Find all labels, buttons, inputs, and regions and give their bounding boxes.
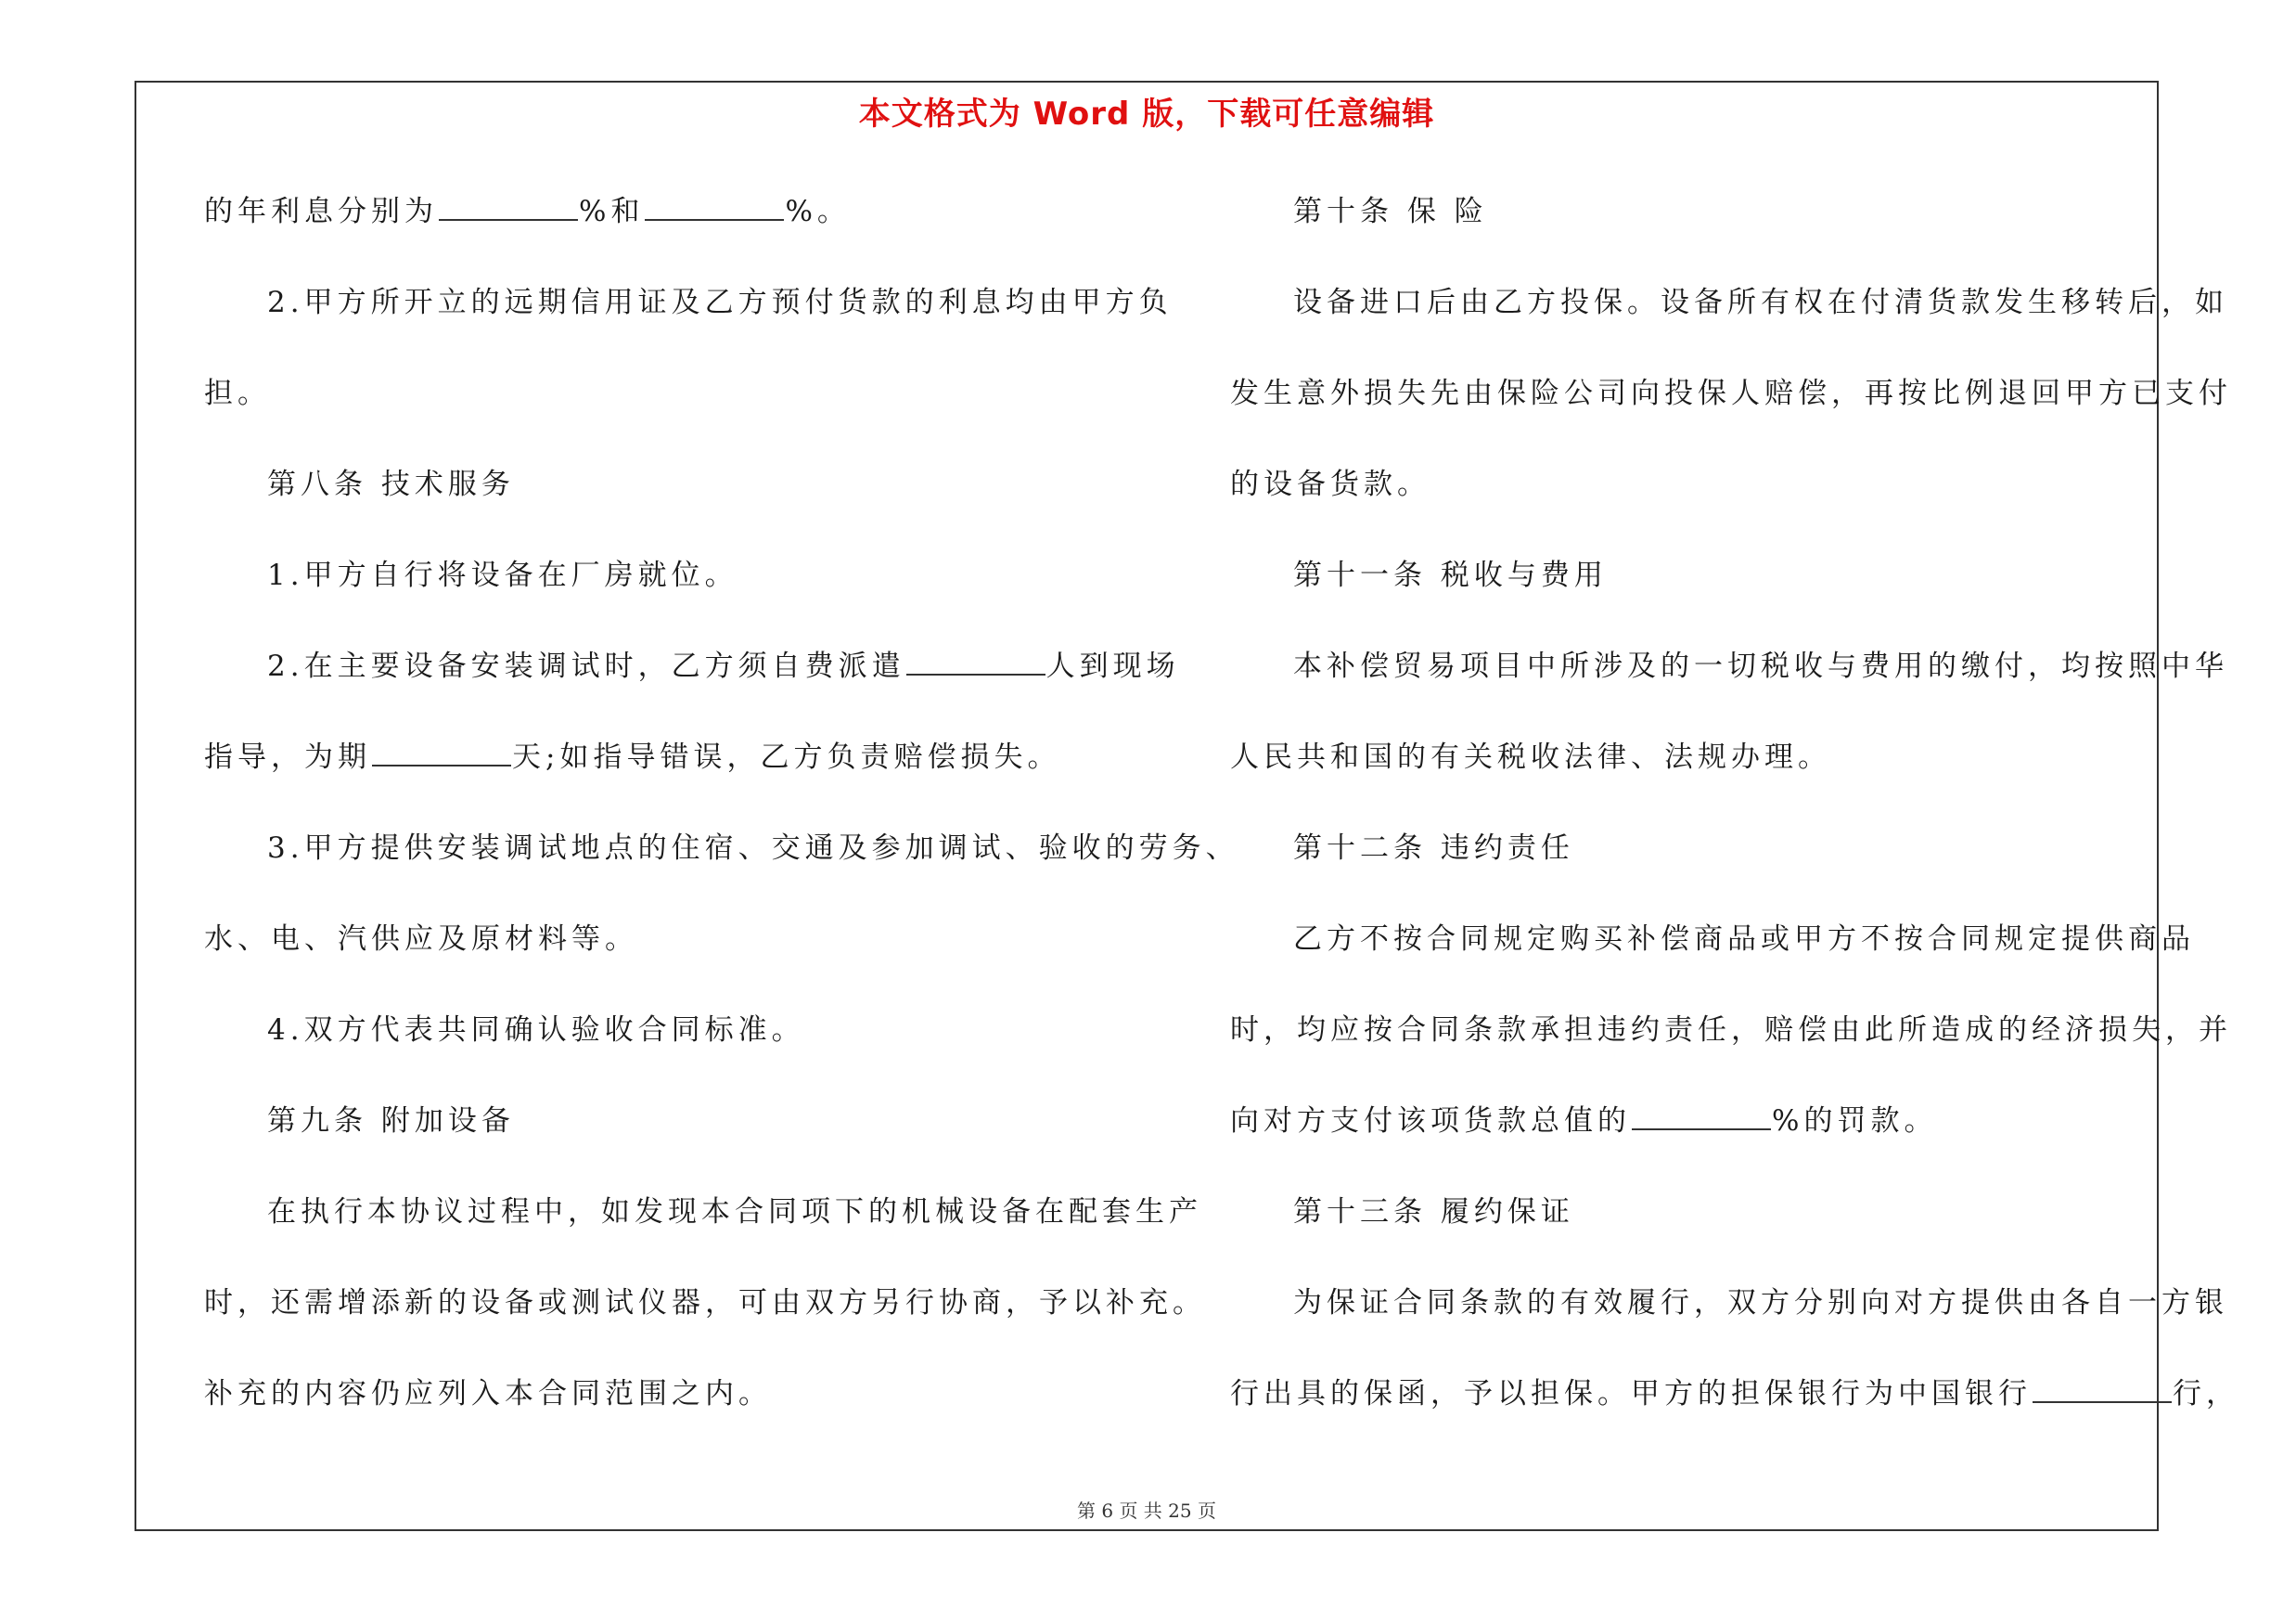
text-segment: 天;如指导错误，乙方负责赔偿损失。 (512, 741, 1061, 774)
fill-in-blank (439, 195, 578, 221)
text-segment: 在执行本协议过程中，如发现本合同项下的机械设备在配套生产 (267, 1195, 1202, 1229)
document-banner: 本文格式为 Word 版，下载可任意编辑 (858, 96, 1435, 133)
text-line (1230, 1166, 2153, 1257)
text-segment: 第十条 保 险 (1293, 195, 1488, 228)
text-segment: 人到现场 (1045, 650, 1180, 683)
text-segment: 担。 (204, 377, 271, 410)
text-segment: 水、电、汽供应及原材料等。 (204, 922, 638, 956)
text-segment: %的罚款。 (1772, 1104, 1938, 1138)
text-segment: %。 (785, 195, 851, 228)
text-line (204, 1348, 1160, 1439)
text-line (204, 348, 1160, 439)
text-segment: 第九条 附加设备 (267, 1104, 515, 1138)
text-segment: 4.双方代表共同确认验收合同标准。 (267, 1013, 805, 1047)
text-line (204, 1257, 1206, 1348)
text-segment: 3.甲方提供安装调试地点的住宿、交通及参加调试、验收的劳务、 (267, 831, 1239, 865)
text-line (204, 894, 1160, 985)
text-line (1230, 712, 2153, 803)
text-segment: 时，还需增添新的设备或测试仪器，可由双方另行协商，予以补充。 (204, 1286, 1206, 1320)
text-line (1230, 439, 2153, 530)
text-segment: %和 (579, 195, 645, 228)
text-line (204, 985, 1160, 1076)
text-line (204, 621, 1180, 712)
right-column (1230, 195, 2239, 1485)
fill-in-blank (372, 741, 511, 766)
page-footer: 第 6 页 共 25 页 (1077, 1500, 1216, 1522)
text-segment: 的年利息分别为 (204, 195, 438, 228)
text-line (204, 166, 1160, 257)
text-segment: 2.在主要设备安装调试时，乙方须自费派遣 (267, 650, 905, 683)
text-line (204, 1166, 1202, 1257)
text-line (204, 803, 1239, 894)
text-segment: 的设备货款。 (1230, 468, 1430, 501)
text-segment: 行出具的保函，予以担保。甲方的担保银行为中国银行 (1230, 1377, 2032, 1410)
text-segment: 第十一条 税收与费用 (1293, 559, 1608, 592)
text-segment: 补充的内容仍应列入本合同范围之内。 (204, 1377, 772, 1410)
text-segment: 行， (2173, 1377, 2239, 1410)
text-segment: 为保证合同条款的有效履行，双方分别向对方提供由各自一方银 (1293, 1286, 2228, 1320)
text-line (204, 1076, 1160, 1166)
text-line (1230, 621, 2228, 712)
text-segment: 本补偿贸易项目中所涉及的一切税收与费用的缴付，均按照中华 (1293, 650, 2228, 683)
text-line (204, 439, 1160, 530)
text-line (1230, 803, 2153, 894)
text-segment: 2.甲方所开立的远期信用证及乙方预付货款的利息均由甲方负 (267, 286, 1173, 319)
fill-in-blank (645, 195, 784, 221)
text-line (1230, 1076, 2153, 1166)
text-segment: 时，均应按合同条款承担违约责任，赔偿由此所造成的经济损失，并 (1230, 1013, 2232, 1047)
text-segment: 设备进口后由乙方投保。设备所有权在付清货款发生移转后，如 (1293, 286, 2228, 319)
text-segment: 指导，为期 (204, 741, 371, 774)
left-column (204, 195, 1239, 1485)
text-line (1230, 530, 2153, 621)
fill-in-blank (1632, 1104, 1771, 1130)
text-line (1230, 894, 2195, 985)
text-line (1230, 985, 2232, 1076)
fill-in-blank (906, 650, 1045, 676)
text-line (204, 530, 1160, 621)
text-line (204, 257, 1173, 348)
text-segment: 向对方支付该项货款总值的 (1230, 1104, 1631, 1138)
text-segment: 人民共和国的有关税收法律、法规办理。 (1230, 741, 1831, 774)
text-line (1230, 1348, 2239, 1439)
fill-in-blank (2033, 1377, 2172, 1403)
text-segment: 第十二条 违约责任 (1293, 831, 1574, 865)
text-line (1230, 257, 2228, 348)
text-segment: 第十三条 履约保证 (1293, 1195, 1574, 1229)
text-line (1230, 348, 2232, 439)
text-line (204, 712, 1160, 803)
text-line (1230, 1257, 2228, 1348)
text-line (1230, 166, 2153, 257)
text-segment: 第八条 技术服务 (267, 468, 515, 501)
text-segment: 乙方不按合同规定购买补偿商品或甲方不按合同规定提供商品 (1293, 922, 2195, 956)
text-segment: 发生意外损失先由保险公司向投保人赔偿，再按比例退回甲方已支付 (1230, 377, 2232, 410)
text-segment: 1.甲方自行将设备在厂房就位。 (267, 559, 738, 592)
